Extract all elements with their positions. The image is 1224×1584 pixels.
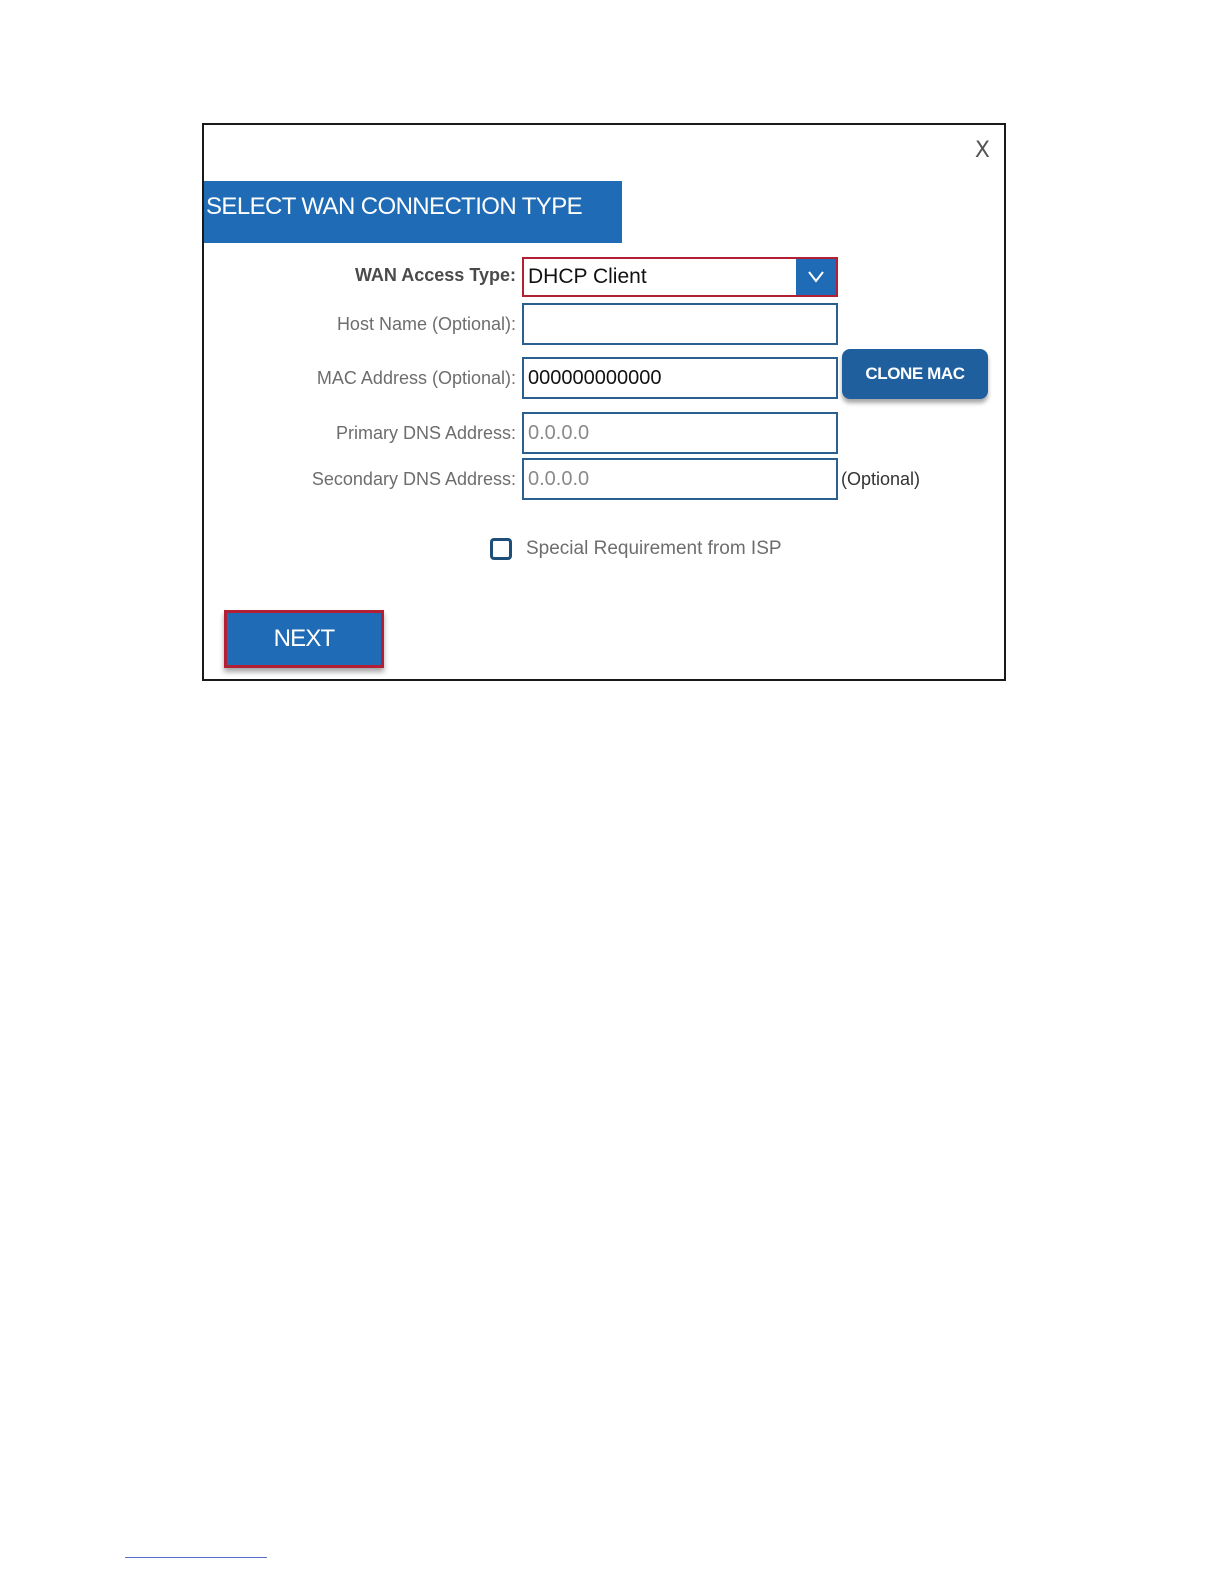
primary-dns-input[interactable]: [522, 412, 838, 454]
checkbox-icon[interactable]: [490, 538, 512, 560]
chevron-down-icon[interactable]: [796, 259, 836, 295]
host-name-label: Host Name (Optional):: [336, 314, 516, 334]
secondary-dns-optional-note: (Optional): [841, 469, 921, 489]
special-requirement-row[interactable]: [490, 535, 782, 563]
next-button[interactable]: NEXT: [224, 610, 384, 668]
close-icon[interactable]: X: [974, 138, 990, 163]
wan-access-type-select[interactable]: [522, 257, 838, 297]
footnote-divider: [125, 1557, 267, 1558]
secondary-dns-label: Secondary DNS Address:: [311, 469, 516, 489]
primary-dns-label: Primary DNS Address:: [335, 423, 516, 443]
mac-address-input[interactable]: [522, 357, 838, 399]
special-requirement-label: Special Requirement from ISP: [526, 538, 782, 559]
secondary-dns-input[interactable]: [522, 458, 838, 500]
wan-connection-dialog: [202, 123, 1006, 681]
wan-access-type-label: WAN Access Type:: [354, 265, 516, 285]
host-name-input[interactable]: [522, 303, 838, 345]
clone-mac-button[interactable]: CLONE MAC: [842, 349, 988, 399]
wan-access-type-value: DHCP Client: [528, 265, 647, 288]
dialog-title: SELECT WAN CONNECTION TYPE: [204, 181, 622, 243]
mac-address-label: MAC Address (Optional):: [316, 368, 516, 388]
